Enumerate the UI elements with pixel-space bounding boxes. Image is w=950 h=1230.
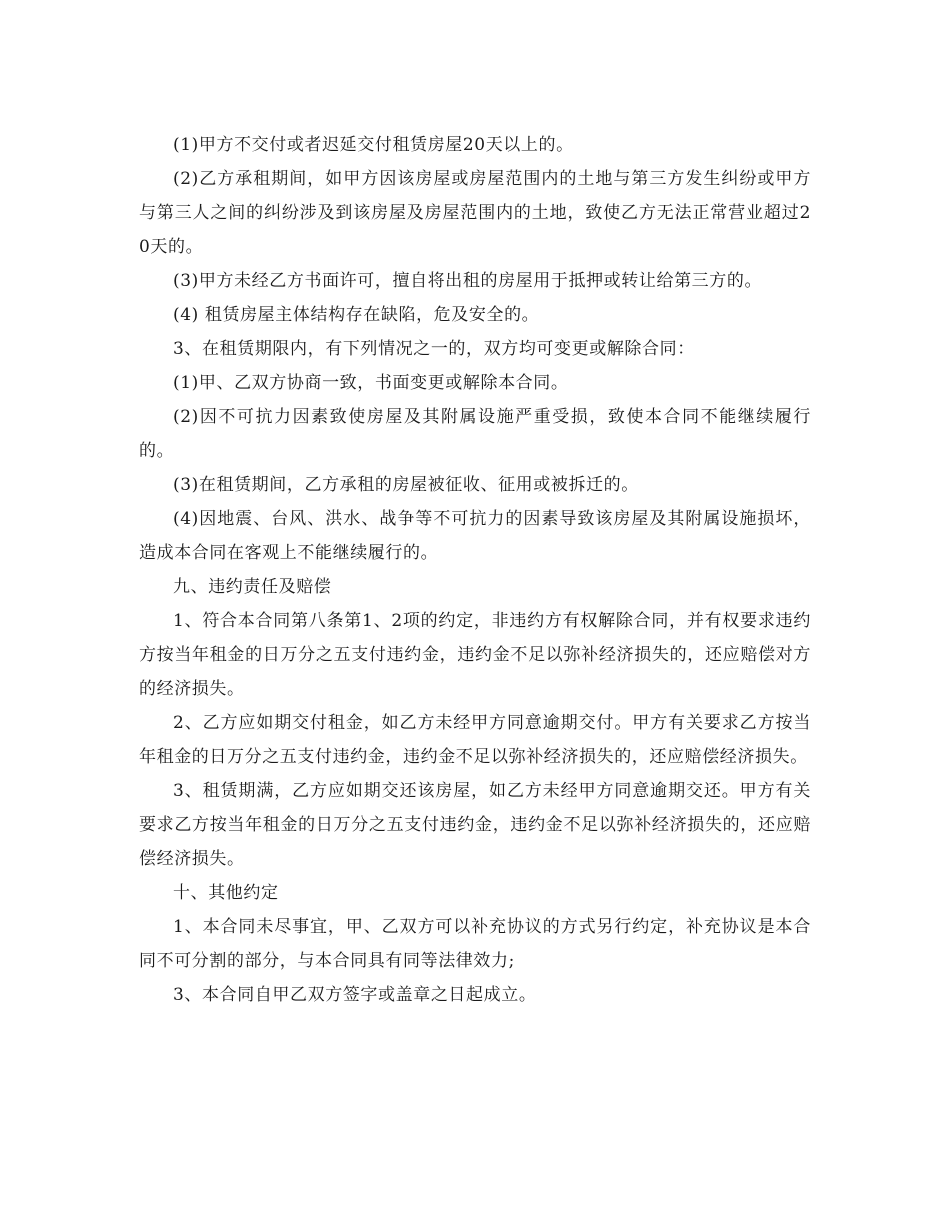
clause-3-mortgage-transfer: (3)甲方未经乙方书面许可，擅自将出租的房屋用于抵押或转让给第三方的。	[173, 271, 763, 291]
breach-item-3: 3、租赁期满，乙方应如期交还该房屋，如乙方未经甲方同意逾期交还。甲方有关要求乙方按当年租金的日万分之五支付违约金，违约金不足以弥补经济损失的，还应赔偿经济损失。	[139, 781, 811, 869]
clause-1-mutual-agreement: (1)甲、乙双方协商一致，书面变更或解除本合同。	[173, 373, 569, 393]
heading-other-provisions: 十、其他约定	[173, 883, 279, 903]
breach-item-1: 1、符合本合同第八条第1、2项的约定，非违约方有权解除合同，并有权要求违约方按当年租金的日万分之五支付违约金，违约金不足以弥补经济损失的，还应赔偿对方的经济损失。	[139, 611, 811, 699]
clause-4-structural-defect: (4) 租赁房屋主体结构存在缺陷，危及安全的。	[173, 305, 540, 325]
clause-4-natural-disaster: (4)因地震、台风、洪水、战争等不可抗力的因素导致该房屋及其附属设施损坏，造成本合同在客观上不能继续履行的。	[139, 509, 811, 563]
other-item-3: 3、本合同自甲乙双方签字或盖章之日起成立。	[173, 985, 537, 1005]
document-body	[139, 128, 811, 1012]
section-3-change-termination: 3、在租赁期限内，有下列情况之一的，双方均可变更或解除合同：	[173, 339, 695, 359]
breach-item-2: 2、乙方应如期交付租金，如乙方未经甲方同意逾期交付。甲方有关要求乙方按当年租金的日万分之五支付违约金，违约金不足以弥补经济损失的，还应赔偿经济损失。	[139, 713, 811, 767]
other-item-1: 1、本合同未尽事宜，甲、乙双方可以补充协议的方式另行约定，补充协议是本合同不可分割的部分，与本合同具有同等法律效力;	[139, 917, 811, 971]
clause-2-land-dispute: (2)乙方承租期间，如甲方因该房屋或房屋范围内的土地与第三方发生纠纷或甲方与第三人之间的纠纷涉及到该房屋及房屋范围内的土地，致使乙方无法正常营业超过20天的。	[139, 169, 811, 257]
clause-1-delivery-delay: (1)甲方不交付或者迟延交付租赁房屋20天以上的。	[173, 135, 574, 155]
heading-breach-liability: 九、违约责任及赔偿	[173, 577, 332, 597]
clause-2-force-majeure-damage: (2)因不可抗力因素致使房屋及其附属设施严重受损，致使本合同不能继续履行的。	[139, 407, 811, 461]
clause-3-expropriation: (3)在租赁期间，乙方承租的房屋被征收、征用或被拆迁的。	[173, 475, 639, 495]
